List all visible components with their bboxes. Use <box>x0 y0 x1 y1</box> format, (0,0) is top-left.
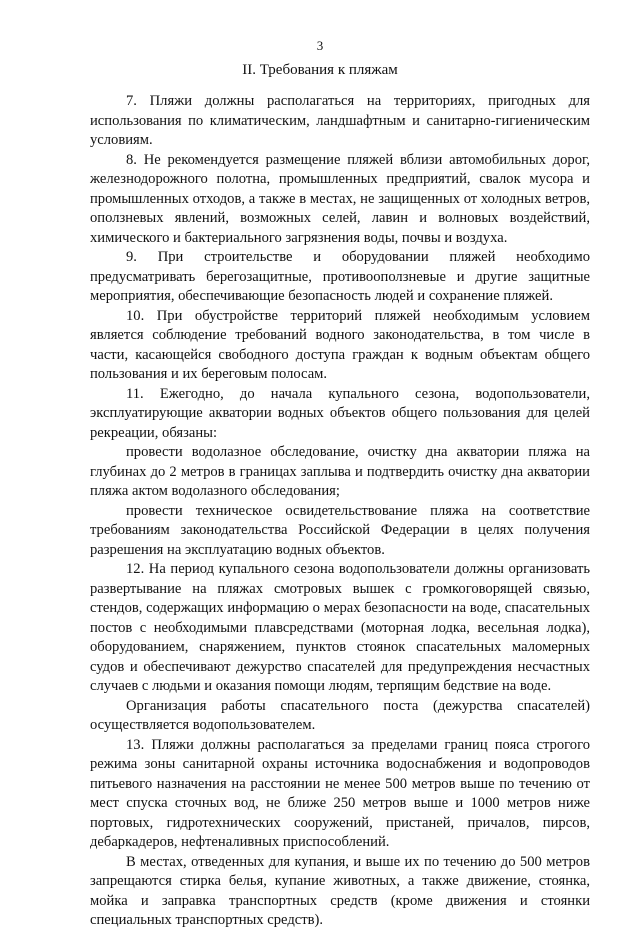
paragraph-13: 13. Пляжи должны располагаться за пределами границ пояса строгого режима зоны санитарной охраны источника водоснабжения и водопроводов питьевого назначения на расстоянии не менее 500 метров выше по течению от мест спуска сточных вод, не ближе 250 метров выше и 1000 метров ниже портовых, гидротехнических сооружений, пристаней, причалов, пирсов, дебаркадеров, нефтеналивных приспособлений. <box>90 736 590 850</box>
page-number: 3 <box>316 38 324 53</box>
paragraph-13-note: В местах, отведенных для купания, и выше их по течению до 500 метров запрещаются стирка белья, купание животных, а также движение, стоянка, мойка и заправка транспортных средств (кроме движения и стоянки специальных транспортных средств). <box>90 853 590 928</box>
paragraph-11: 11. Ежегодно, до начала купального сезона, водопользователи, эксплуатирующие акватории водных объектов общего пользования для целей рекреации, обязаны: <box>90 385 590 441</box>
paragraph-12: 12. На период купального сезона водопользователи должны организовать развертывание на пляжах смотровых вышек с громкоговорящей связью, стендов, содержащих информацию о мерах безопасности на воде, спасательных постов с необходимыми плавсредствами (моторная лодка, весельная лодка), оборудованием, снаряжением, пунктов стоянок спасательных маломерных судов и обеспечивают дежурство спасателей для предупреждения несчастных случаев с людьми и оказания помощи людям, терпящим бедствие на воде. <box>90 561 590 694</box>
paragraph-11-item-2: провести техническое освидетельствование пляжа на соответствие требованиям законодательства Российской Федерации в целях получения разрешения на эксплуатацию водных объектов. <box>90 502 590 558</box>
paragraph-9: 9. При строительстве и оборудовании пляжей необходимо предусматривать берегозащитные, противооползневые и другие защитные мероприятия, обеспечивающие безопасность людей и сохранение пляжей. <box>90 249 590 304</box>
document-body <box>90 92 590 931</box>
section-title: II. Требования к пляжам <box>242 62 398 78</box>
paragraph-7: 7. Пляжи должны располагаться на территориях, пригодных для использования по климатическим, ландшафтным и санитарно-гигиеническим условиям. <box>90 93 590 148</box>
paragraph-11-item-1: провести водолазное обследование, очистку дна акватории пляжа на глубинах до 2 метров в границах заплыва и подтвердить очистку дна акватории пляжа актом водолазного обследования; <box>90 444 590 499</box>
paragraph-12-note: Организация работы спасательного поста (дежурства спасателей) осуществляется водопользователем. <box>90 697 590 733</box>
paragraph-8: 8. Не рекомендуется размещение пляжей вблизи автомобильных дорог, железнодорожного полотна, промышленных предприятий, свалок мусора и промышленных отходов, а также в местах, не защищенных от холодных ветров, оползневых явлений, возможных селей, лавин и волновых воздействий, химического и бактериального загрязнения воды, почвы и воздуха. <box>90 151 590 246</box>
paragraph-10: 10. При обустройстве территорий пляжей необходимым условием является соблюдение требований водного законодательства, в том числе в части, касающейся свободного доступа граждан к водным объектам общего пользования и их береговым полосам. <box>90 307 590 382</box>
